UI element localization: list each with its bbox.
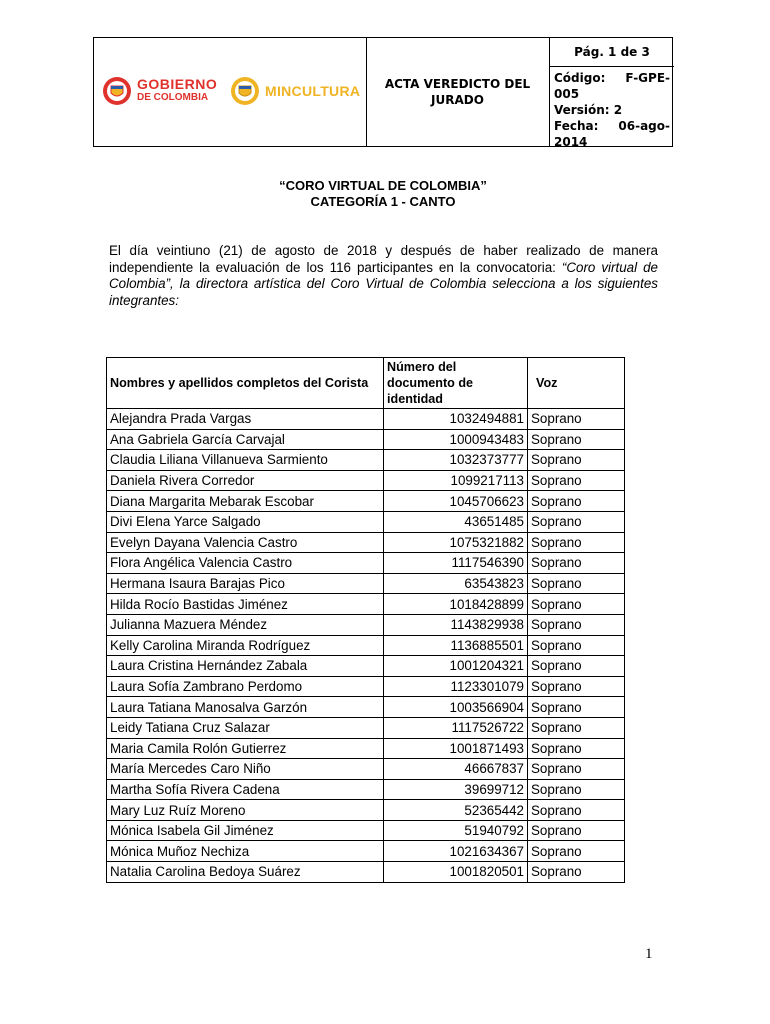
cell-name: Ana Gabriela García Carvajal: [107, 429, 384, 450]
header-name: Nombres y apellidos completos del Corista: [107, 358, 384, 409]
table-row: [107, 429, 625, 450]
table-row: [107, 635, 625, 656]
cell-name: Divi Elena Yarce Salgado: [107, 511, 384, 532]
cell-voice: Soprano: [528, 532, 625, 553]
mincultura-shield-icon: [230, 76, 260, 106]
cell-name: Julianna Mazuera Méndez: [107, 614, 384, 635]
gobierno-logo-line2: DE COLOMBIA: [137, 92, 209, 103]
cell-document: 1099217113: [384, 470, 528, 491]
cell-name: Diana Margarita Mebarak Escobar: [107, 491, 384, 512]
table-row: [107, 738, 625, 759]
table-header-row: [107, 358, 625, 409]
cell-name: Maria Camila Rolón Gutierrez: [107, 738, 384, 759]
cell-name: Daniela Rivera Corredor: [107, 470, 384, 491]
cell-document: 1018428899: [384, 594, 528, 615]
participants-table: [106, 357, 625, 883]
header-voice: Voz: [528, 358, 625, 409]
doc-title-line1: ACTA VEREDICTO DEL: [384, 77, 531, 91]
table-row: [107, 656, 625, 677]
table-row: [107, 862, 625, 883]
table-row: [107, 820, 625, 841]
cell-voice: Soprano: [528, 779, 625, 800]
table-row: [107, 573, 625, 594]
header-document: Número del documento de identidad: [384, 358, 528, 409]
cell-name: Laura Cristina Hernández Zabala: [107, 656, 384, 677]
cell-document: 1075321882: [384, 532, 528, 553]
cell-voice: Soprano: [528, 862, 625, 883]
cell-document: 51940792: [384, 820, 528, 841]
cell-voice: Soprano: [528, 841, 625, 862]
cell-name: Flora Angélica Valencia Castro: [107, 553, 384, 574]
table-row: [107, 717, 625, 738]
cell-voice: Soprano: [528, 573, 625, 594]
table-row: [107, 470, 625, 491]
table-row: [107, 676, 625, 697]
page-indicator: Pág. 1 de 3: [550, 38, 674, 67]
cell-document: 1003566904: [384, 697, 528, 718]
table-row: [107, 491, 625, 512]
cell-voice: Soprano: [528, 738, 625, 759]
cell-voice: Soprano: [528, 759, 625, 780]
table-row: [107, 841, 625, 862]
mincultura-logo-text: MINCULTURA: [265, 83, 361, 99]
table-row: [107, 511, 625, 532]
cell-voice: Soprano: [528, 511, 625, 532]
cell-voice: Soprano: [528, 656, 625, 677]
table-row: [107, 614, 625, 635]
cell-document: 1001871493: [384, 738, 528, 759]
cell-voice: Soprano: [528, 820, 625, 841]
colombia-coat-of-arms-icon: [102, 76, 132, 106]
fecha-value-2: 2014: [554, 135, 588, 149]
cell-document: 43651485: [384, 511, 528, 532]
cell-name: Martha Sofía Rivera Cadena: [107, 779, 384, 800]
cell-document: 1000943483: [384, 429, 528, 450]
cell-document: 1117546390: [384, 553, 528, 574]
doc-title-line2: JURADO: [431, 93, 484, 107]
gobierno-logo-line1: GOBIERNO: [137, 76, 218, 92]
cell-document: 1143829938: [384, 614, 528, 635]
cell-document: 1123301079: [384, 676, 528, 697]
cell-name: Natalia Carolina Bedoya Suárez: [107, 862, 384, 883]
table-row: [107, 532, 625, 553]
table-row: [107, 697, 625, 718]
cell-name: Evelyn Dayana Valencia Castro: [107, 532, 384, 553]
title-line2: CATEGORÍA 1 - CANTO: [310, 194, 456, 209]
intro-paragraph-normal: El día veintiuno (21) de agosto de 2018 y después de haber realizado de manera independiente la evaluación de los 116 participantes en la convocatoria:: [109, 243, 658, 275]
cell-name: Mary Luz Ruíz Moreno: [107, 800, 384, 821]
document-title: [93, 178, 673, 210]
table-row: [107, 450, 625, 471]
cell-name: Laura Sofía Zambrano Perdomo: [107, 676, 384, 697]
doc-meta-cell: [549, 38, 674, 149]
cell-name: Mónica Muñoz Nechiza: [107, 841, 384, 862]
cell-name: Leidy Tatiana Cruz Salazar: [107, 717, 384, 738]
cell-voice: Soprano: [528, 491, 625, 512]
cell-voice: Soprano: [528, 594, 625, 615]
intro-paragraph-italic: “Coro virtual de Colombia”, la directora artística del Coro Virtual de Colombia selecciona a los siguientes integrantes:: [109, 259, 658, 308]
cell-document: 46667837: [384, 759, 528, 780]
intro-paragraph: [109, 243, 658, 309]
version: Versión: 2: [554, 103, 623, 117]
logo-cell: [94, 38, 367, 146]
cell-name: Hermana Isaura Barajas Pico: [107, 573, 384, 594]
cell-name: Hilda Rocío Bastidas Jiménez: [107, 594, 384, 615]
cell-name: Claudia Liliana Villanueva Sarmiento: [107, 450, 384, 471]
table-row: [107, 553, 625, 574]
cell-name: Laura Tatiana Manosalva Garzón: [107, 697, 384, 718]
cell-voice: Soprano: [528, 450, 625, 471]
fecha-value: 06-ago-: [618, 119, 670, 133]
cell-voice: Soprano: [528, 800, 625, 821]
page-number: 1: [645, 946, 653, 962]
table-row: [107, 779, 625, 800]
mincultura-logo: [230, 76, 360, 106]
cell-document: 52365442: [384, 800, 528, 821]
cell-voice: Soprano: [528, 614, 625, 635]
cell-document: 1001204321: [384, 656, 528, 677]
cell-name: María Mercedes Caro Niño: [107, 759, 384, 780]
table-row: [107, 759, 625, 780]
cell-voice: Soprano: [528, 697, 625, 718]
cell-name: Alejandra Prada Vargas: [107, 409, 384, 430]
cell-name: Mónica Isabela Gil Jiménez: [107, 820, 384, 841]
cell-document: 39699712: [384, 779, 528, 800]
cell-voice: Soprano: [528, 635, 625, 656]
cell-document: 1032494881: [384, 409, 528, 430]
table-row: [107, 409, 625, 430]
codigo-value: F-GPE-: [625, 71, 670, 85]
fecha-label: Fecha:: [554, 119, 599, 133]
cell-document: 1032373777: [384, 450, 528, 471]
gobierno-logo: [102, 76, 217, 106]
cell-voice: Soprano: [528, 553, 625, 574]
codigo-label: Código:: [554, 71, 606, 85]
cell-document: 1045706623: [384, 491, 528, 512]
cell-document: 1021634367: [384, 841, 528, 862]
cell-voice: Soprano: [528, 429, 625, 450]
cell-voice: Soprano: [528, 470, 625, 491]
cell-document: 63543823: [384, 573, 528, 594]
cell-document: 1117526722: [384, 717, 528, 738]
title-line1: “CORO VIRTUAL DE COLOMBIA”: [279, 178, 487, 193]
table-row: [107, 800, 625, 821]
document-header: [93, 37, 673, 147]
cell-document: 1001820501: [384, 862, 528, 883]
cell-name: Kelly Carolina Miranda Rodríguez: [107, 635, 384, 656]
cell-document: 1136885501: [384, 635, 528, 656]
cell-voice: Soprano: [528, 409, 625, 430]
table-row: [107, 594, 625, 615]
codigo-value-2: 005: [554, 87, 580, 101]
cell-voice: Soprano: [528, 717, 625, 738]
cell-voice: Soprano: [528, 676, 625, 697]
